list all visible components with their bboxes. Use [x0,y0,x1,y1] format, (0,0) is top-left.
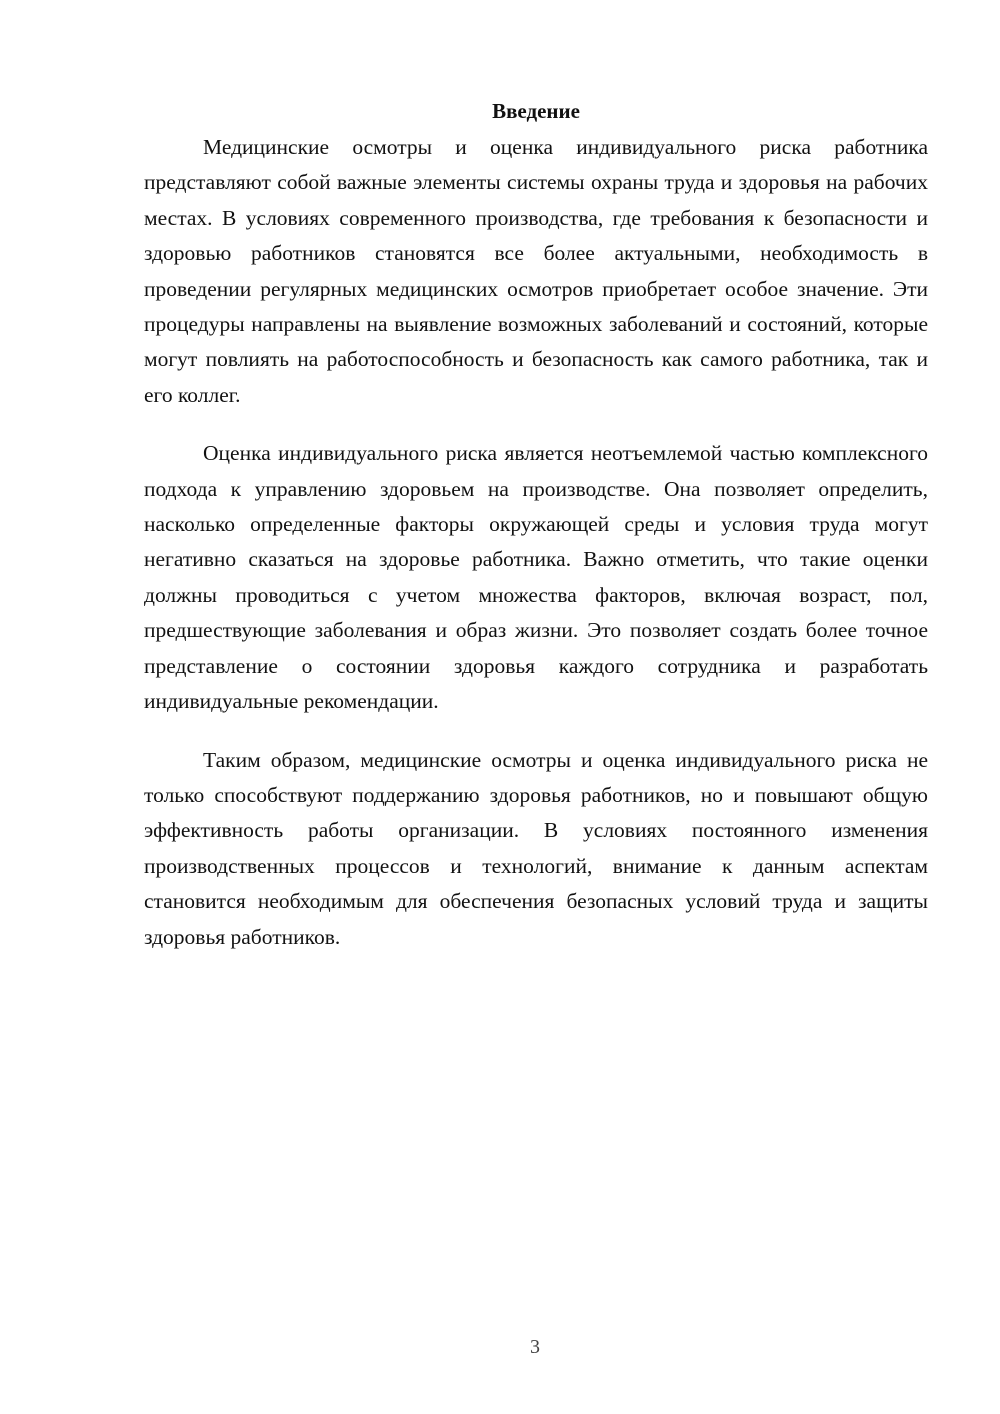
page-number: 3 [530,1336,540,1358]
paragraph-3: Таким образом, медицинские осмотры и оценка индивидуального риска не только способствуют поддержанию здоровья работников, но и повышают общую эффективность работы организации. В условиях постоянного изменения производственных процессов и технологий, внимание к данным аспектам становится необходимым для обеспечения безопасных условий труда и защиты здоровья работников. [144,747,928,949]
page-content [144,96,928,978]
paragraph-2: Оценка индивидуального риска является неотъемлемой частью комплексного подхода к управлению здоровьем на производстве. Она позволяет определить, насколько определенные факторы окружающей среды и условия труда могут негативно сказаться на здоровье работника. Важно отметить, что такие оценки должны проводиться с учетом множества факторов, включая возраст, пол, предшествующие заболевания и образ жизни. Это позволяет создать более точное представление о состоянии здоровья каждого сотрудника и разработать индивидуальные рекомендации. [144,441,928,714]
section-heading: Введение [492,99,580,123]
paragraph-1: Медицинские осмотры и оценка индивидуального риска работника представляют собой важные элементы системы охраны труда и здоровья на рабочих местах. В условиях современного производства, где требования к безопасности и здоровью работников становятся все более актуальными, необходимость в проведении регулярных медицинских осмотров приобретает особое значение. Эти процедуры направлены на выявление возможных заболеваний и состояний, которые могут повлиять на работоспособность и безопасность как самого работника, так и его коллег. [144,135,928,407]
